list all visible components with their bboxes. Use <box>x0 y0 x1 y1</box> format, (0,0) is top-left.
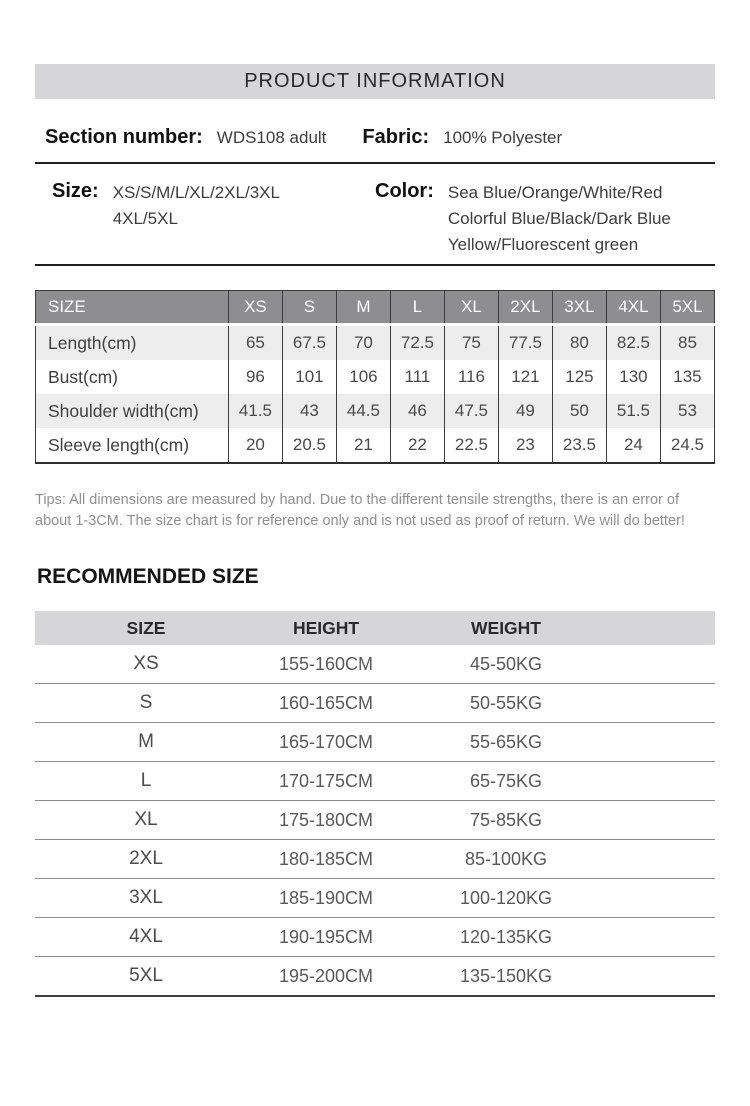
size-chart-cell: 130 <box>606 360 660 394</box>
size-chart-cell: 24.5 <box>660 428 714 463</box>
size-chart-cell: 43 <box>282 394 336 428</box>
size-chart-cell: 20.5 <box>282 428 336 463</box>
color-info <box>375 180 671 258</box>
recommended-height-cell: 195-200CM <box>278 965 374 986</box>
size-chart-col-header-xs: XS <box>228 291 282 325</box>
recommended-col-header-height: HEIGHT <box>292 617 360 638</box>
recommended-size-row <box>35 801 715 840</box>
recommended-weight-cell: 135-150KG <box>459 965 553 986</box>
tips-note: Tips: All dimensions are measured by hand. Due to the different tensile strengths, there is an error of about 1-3CM. The size chart is for reference only and is not used as proof of return. We will do better! <box>35 492 685 529</box>
recommended-weight-cell: 100-120KG <box>459 887 553 908</box>
size-chart-cell: 50 <box>552 394 606 428</box>
size-chart-cell: 106 <box>336 360 390 394</box>
recommended-weight-cell: 65-75KG <box>469 770 543 791</box>
size-chart-cell: 75 <box>444 325 498 361</box>
section-fabric-row <box>35 99 715 164</box>
size-chart-body <box>36 325 715 464</box>
size-chart-size-header: SIZE <box>36 291 229 325</box>
size-chart-cell: 21 <box>336 428 390 463</box>
recommended-weight-cell: 85-100KG <box>464 848 548 869</box>
size-chart-cell: 70 <box>336 325 390 361</box>
recommended-size-cell: 2XL <box>129 848 163 870</box>
size-chart-cell: 125 <box>552 360 606 394</box>
recommended-size-cell: 5XL <box>129 965 163 987</box>
size-chart-col-header-2xl: 2XL <box>498 291 552 325</box>
size-chart-row-label: Length(cm) <box>36 325 229 361</box>
size-chart-row <box>36 325 715 361</box>
size-chart-cell: 46 <box>390 394 444 428</box>
color-value-line-2: Colorful Blue/Black/Dark Blue <box>447 209 671 228</box>
size-chart-col-header-xl: XL <box>444 291 498 325</box>
size-chart-row <box>36 394 715 428</box>
size-chart-header-row <box>36 291 715 325</box>
recommended-size-cell: M <box>138 731 154 753</box>
color-label: Color: <box>375 180 434 202</box>
size-chart-col-header-s: S <box>282 291 336 325</box>
size-chart-cell: 80 <box>552 325 606 361</box>
size-chart-cell: 77.5 <box>498 325 552 361</box>
size-chart-table <box>35 290 715 464</box>
recommended-weight-cell: 45-50KG <box>469 653 543 674</box>
size-chart-cell: 53 <box>660 394 714 428</box>
size-chart-cell: 23.5 <box>552 428 606 463</box>
recommended-size-row <box>35 918 715 957</box>
recommended-size-cell: 3XL <box>129 887 163 909</box>
color-value-line-1: Sea Blue/Orange/White/Red <box>447 183 663 202</box>
color-value-line-3: Yellow/Fluorescent green <box>447 235 639 254</box>
size-chart-cell: 51.5 <box>606 394 660 428</box>
recommended-size-cell: XS <box>133 653 159 675</box>
size-chart-cell: 22.5 <box>444 428 498 463</box>
recommended-size-row <box>35 645 715 684</box>
recommended-height-cell: 170-175CM <box>278 770 374 791</box>
size-chart-row-label: Sleeve length(cm) <box>36 428 229 463</box>
recommended-height-cell: 160-165CM <box>278 692 374 713</box>
size-value-line-1: XS/S/M/L/XL/2XL/3XL <box>112 183 280 202</box>
size-chart-col-header-5xl: 5XL <box>660 291 714 325</box>
recommended-size-cell: S <box>139 692 153 714</box>
size-chart-cell: 82.5 <box>606 325 660 361</box>
size-chart-col-header-4xl: 4XL <box>606 291 660 325</box>
size-chart-row-label: Shoulder width(cm) <box>36 394 229 428</box>
size-chart-cell: 23 <box>498 428 552 463</box>
recommended-size-cell: XL <box>134 809 158 831</box>
size-values <box>113 180 280 232</box>
recommended-size-row <box>35 957 715 997</box>
size-chart-col-header-m: M <box>336 291 390 325</box>
recommended-size-row <box>35 762 715 801</box>
fabric-label: Fabric: <box>362 126 430 148</box>
recommended-height-cell: 175-180CM <box>278 809 374 830</box>
size-chart-cell: 49 <box>498 394 552 428</box>
page-title: PRODUCT INFORMATION <box>244 70 506 92</box>
recommended-size-table <box>35 611 715 997</box>
recommended-size-header <box>35 611 715 645</box>
size-chart-cell: 101 <box>282 360 336 394</box>
size-info <box>45 180 375 232</box>
recommended-height-cell: 155-160CM <box>278 653 374 674</box>
recommended-col-header-weight: WEIGHT <box>471 617 541 638</box>
recommended-height-cell: 180-185CM <box>278 848 374 869</box>
size-chart-row <box>36 428 715 463</box>
size-chart-cell: 135 <box>660 360 714 394</box>
recommended-size-body <box>35 645 715 997</box>
size-label: Size: <box>52 180 99 202</box>
size-chart-cell: 67.5 <box>282 325 336 361</box>
color-values <box>448 180 671 258</box>
size-chart-cell: 85 <box>660 325 714 361</box>
section-number-value: WDS108 adult <box>216 128 327 147</box>
recommended-size-row <box>35 723 715 762</box>
size-value-line-2: 4XL/5XL <box>112 209 178 228</box>
recommended-weight-cell: 75-85KG <box>469 809 543 830</box>
recommended-size-row <box>35 684 715 723</box>
size-color-row <box>35 164 715 266</box>
recommended-size-title: RECOMMENDED SIZE <box>37 565 259 589</box>
size-chart-cell: 65 <box>228 325 282 361</box>
size-chart-row <box>36 360 715 394</box>
size-chart-cell: 41.5 <box>228 394 282 428</box>
size-chart-col-header-3xl: 3XL <box>552 291 606 325</box>
size-chart-cell: 47.5 <box>444 394 498 428</box>
recommended-height-cell: 190-195CM <box>278 926 374 947</box>
size-chart-cell: 72.5 <box>390 325 444 361</box>
size-chart-cell: 24 <box>606 428 660 463</box>
recommended-size-row <box>35 840 715 879</box>
size-chart-cell: 121 <box>498 360 552 394</box>
size-chart-cell: 22 <box>390 428 444 463</box>
size-chart-row-label: Bust(cm) <box>36 360 229 394</box>
recommended-weight-cell: 120-135KG <box>459 926 553 947</box>
recommended-weight-cell: 50-55KG <box>469 692 543 713</box>
recommended-col-header-size: SIZE <box>126 617 166 638</box>
size-chart-cell: 111 <box>390 360 444 394</box>
size-chart-col-header-l: L <box>390 291 444 325</box>
size-chart-cell: 20 <box>228 428 282 463</box>
size-chart-cell: 96 <box>228 360 282 394</box>
recommended-height-cell: 185-190CM <box>278 887 374 908</box>
recommended-size-row <box>35 879 715 918</box>
product-information-header-bar <box>35 64 715 99</box>
recommended-height-cell: 165-170CM <box>278 731 374 752</box>
section-number-label: Section number: <box>45 126 203 148</box>
recommended-size-cell: 4XL <box>129 926 163 948</box>
fabric-value: 100% Polyester <box>443 128 563 147</box>
size-chart-cell: 44.5 <box>336 394 390 428</box>
recommended-size-cell: L <box>140 770 152 792</box>
size-chart-header <box>36 291 715 325</box>
recommended-weight-cell: 55-65KG <box>469 731 543 752</box>
product-page <box>35 64 715 997</box>
size-chart-cell: 116 <box>444 360 498 394</box>
